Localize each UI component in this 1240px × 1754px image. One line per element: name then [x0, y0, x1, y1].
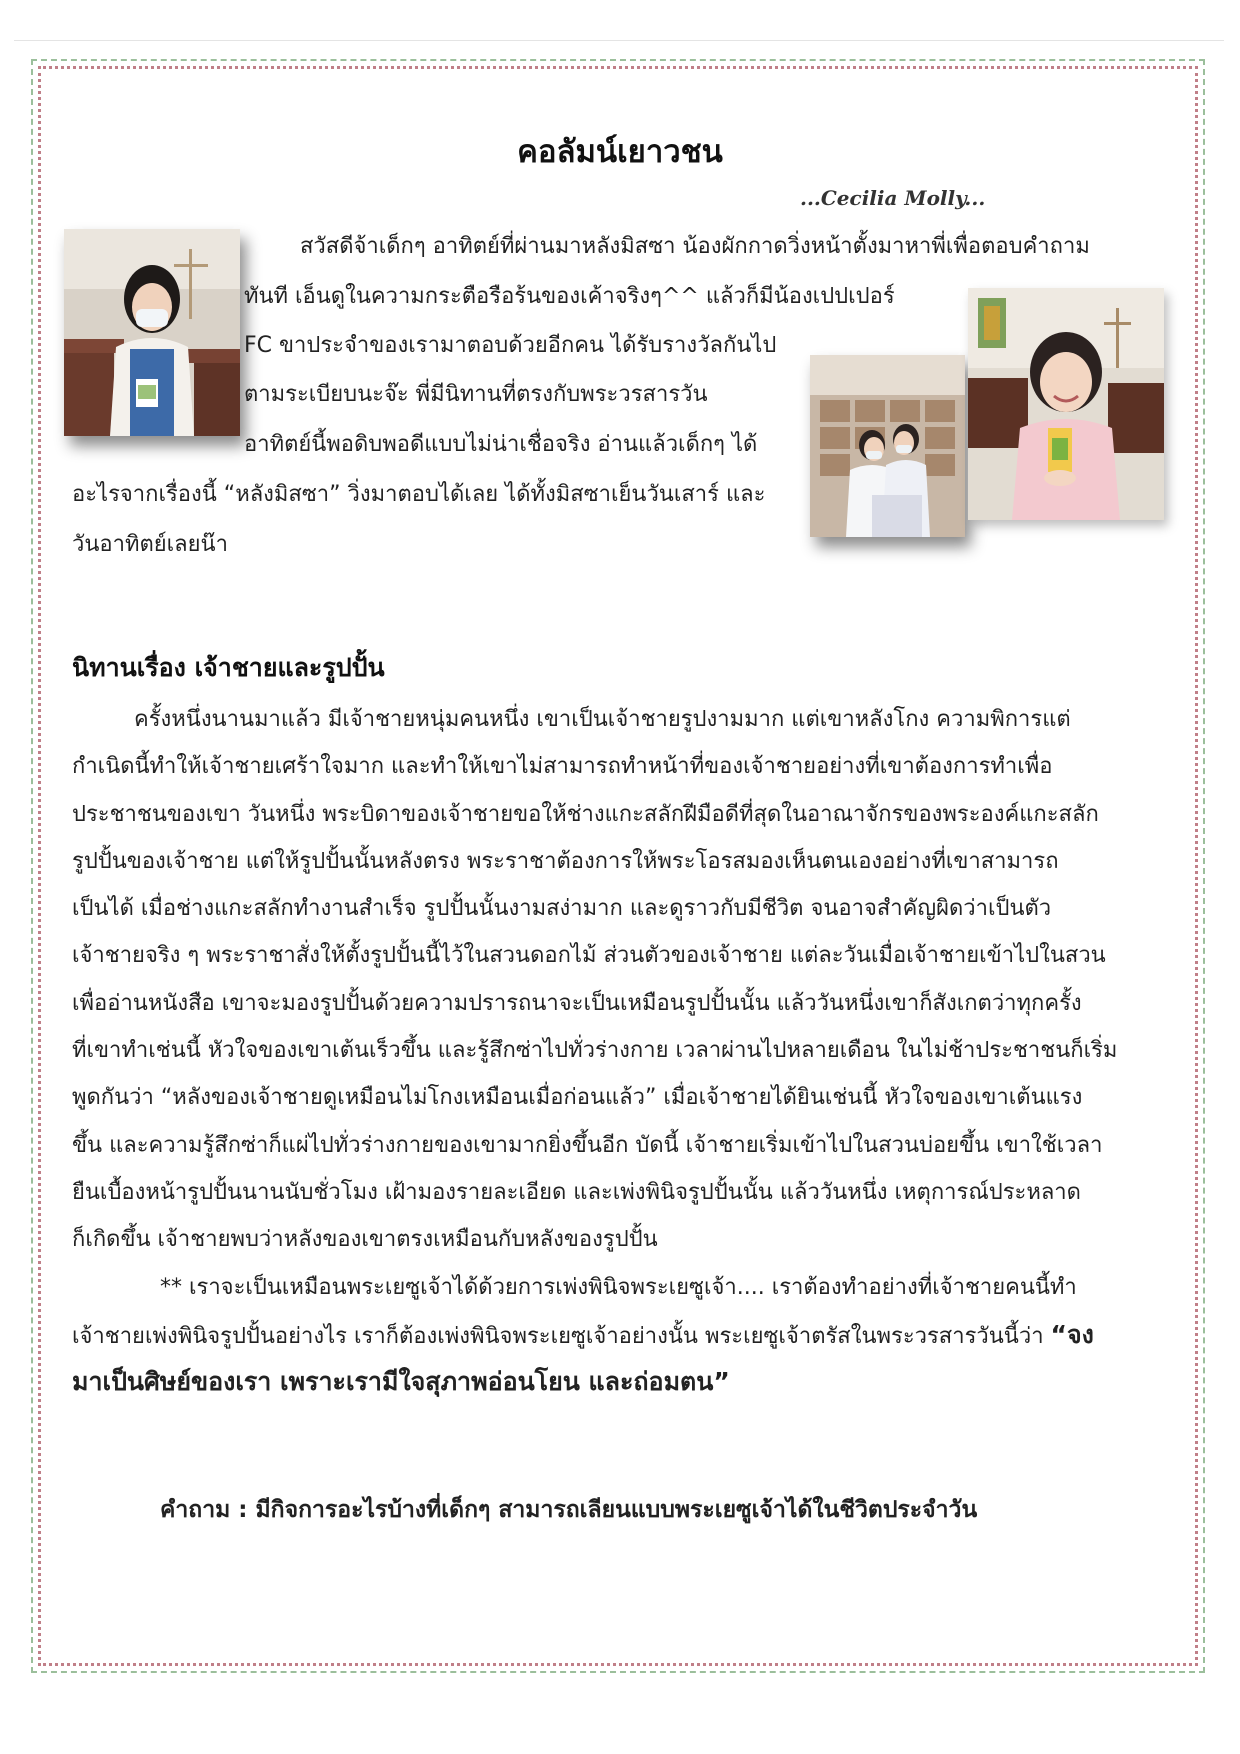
intro-line: อาทิตย์นี้พอดิบพอดีแบบไม่น่าเชื่อจริง อ่านแล้วเด็กๆ ได้	[244, 432, 758, 457]
photo-girl-with-juice-box	[968, 288, 1164, 520]
intro-line: สวัสดีจ้าเด็กๆ อาทิตย์ที่ผ่านมาหลังมิสซา น้องผักกาดวิ่งหน้าตั้งมาหาพี่เพื่อตอบคำถาม	[300, 234, 1090, 259]
story-line: เพื่ออ่านหนังสือ เขาจะมองรูปปั้นด้วยความปรารถนาจะเป็นเหมือนรูปปั้นนั้น แล้ววันหนึ่งเขาก็สังเกตว่าทุกครั้ง	[72, 990, 1082, 1016]
intro-line: วันอาทิตย์เลยน๊า	[72, 532, 228, 557]
top-divider	[14, 40, 1224, 41]
story-line: รูปปั้นของเจ้าชาย แต่ให้รูปปั้นนั้นหลังตรง พระราชาต้องการให้พระโอรสมองเห็นตนเองอย่างที่เขาสามารถ	[72, 848, 1059, 874]
photo-girl-with-mask	[64, 229, 240, 436]
photo-girls-hugging	[810, 355, 965, 537]
intro-line: ตามระเบียบนะจ๊ะ พี่มีนิทานที่ตรงกับพระวรสารวัน	[244, 382, 708, 407]
story-line: ที่เขาทำเช่นนี้ หัวใจของเขาเต้นเร็วขึ้น และรู้สึกซ่าไปทั่วร่างกาย เวลาผ่านไปหลายเดือน ในไม่ช้าประชาชนก็เริ่ม	[72, 1038, 1118, 1064]
story-line: เป็นได้ เมื่อช่างแกะสลักทำงานสำเร็จ รูปปั้นนั้นงามสง่ามาก และดูราวกับมีชีวิต จนอาจสำคัญผิดว่าเป็นตัว	[72, 896, 1052, 922]
story-line: ก็เกิดขึ้น เจ้าชายพบว่าหลังของเขาตรงเหมือนกับหลังของรูปปั้น	[72, 1227, 658, 1253]
story-line: ขึ้น และความรู้สึกซ่าก็แผ่ไปทั่วร่างกายของเขามากยิ่งขึ้นอีก บัดนี้ เจ้าชายเริ่มเข้าไปในสวนบ่อยขึ้น เขาใช้เวลา	[72, 1132, 1103, 1158]
column-title: คอลัมน์เยาวชน	[517, 134, 723, 170]
story-line: กำเนิดนี้ทำให้เจ้าชายเศร้าใจมาก และทำให้เขาไม่สามารถทำหน้าที่ของเจ้าชายอย่างที่เขาต้องการทำเพื่อ	[72, 754, 1053, 780]
question-prompt: คำถาม : มีกิจการอะไรบ้างที่เด็กๆ สามารถเลียนแบบพระเยซูเจ้าได้ในชีวิตประจำวัน	[160, 1497, 978, 1523]
story-body	[72, 696, 1162, 1405]
story-line: ประชาชนของเขา วันหนึ่ง พระบิดาของเจ้าชายขอให้ช่างแกะสลักฝีมือดีที่สุดในอาณาจักรของพระองค์แกะสลัก	[72, 801, 1099, 827]
scripture-quote-start: “จง	[1050, 1319, 1094, 1349]
intro-line: FC ขาประจำของเรามาตอบด้วยอีกคน ได้รับรางวัลกันไป	[244, 333, 777, 358]
story-line: ยืนเบื้องหน้ารูปปั้นนานนับชั่วโมง เฝ้ามองรายละเอียด และเพ่งพินิจรูปปั้นนั้น แล้ววันหนึ่ง เหตุการณ์ประหลาด	[72, 1179, 1081, 1205]
story-heading: นิทานเรื่อง เจ้าชายและรูปปั้น	[72, 653, 385, 682]
story-line: เจ้าชายจริง ๆ พระราชาสั่งให้ตั้งรูปปั้นนี้ไว้ในสวนดอกไม้ ส่วนตัวของเจ้าชาย แต่ละวันเมื่อเจ้าชายเข้าไปในสวน	[72, 943, 1106, 969]
author-signature: ...Cecilia Molly...	[800, 186, 986, 210]
story-line: ครั้งหนึ่งนานมาแล้ว มีเจ้าชายหนุ่มคนหนึ่ง เขาเป็นเจ้าชายรูปงามมาก แต่เขาหลังโกง ความพิการแต่	[134, 707, 1071, 732]
intro-line: ทันที เอ็นดูในความกระตือรือร้นของเค้าจริงๆ^^ แล้วก็มีน้องเปปเปอร์	[244, 284, 895, 309]
intro-line: อะไรจากเรื่องนี้ “หลังมิสซา” วิ่งมาตอบได้เลย ได้ทั้งมิสซาเย็นวันเสาร์ และ	[72, 482, 766, 507]
scripture-quote-end: มาเป็นศิษย์ของเรา เพราะเรามีใจสุภาพอ่อนโยน และถ่อมตน”	[72, 1367, 730, 1397]
reflection-line: ** เราจะเป็นเหมือนพระเยซูเจ้าได้ด้วยการเพ่งพินิจพระเยซูเจ้า.... เราต้องทำอย่างที่เจ้าชายคนนี้ทำ	[160, 1274, 1077, 1300]
reflection-text: เจ้าชายเพ่งพินิจรูปปั้นอย่างไร เราก็ต้องเพ่งพินิจพระเยซูเจ้าอย่างนั้น พระเยซูเจ้าตรัสในพระวรสารวันนี้ว่า	[72, 1323, 1051, 1349]
story-line: พูดกันว่า “หลังของเจ้าชายดูเหมือนไม่โกงเหมือนเมื่อก่อนแล้ว” เมื่อเจ้าชายได้ยินเช่นนี้ หัวใจของเขาเต้นแรง	[72, 1085, 1083, 1111]
reflection-line	[72, 1311, 1162, 1358]
